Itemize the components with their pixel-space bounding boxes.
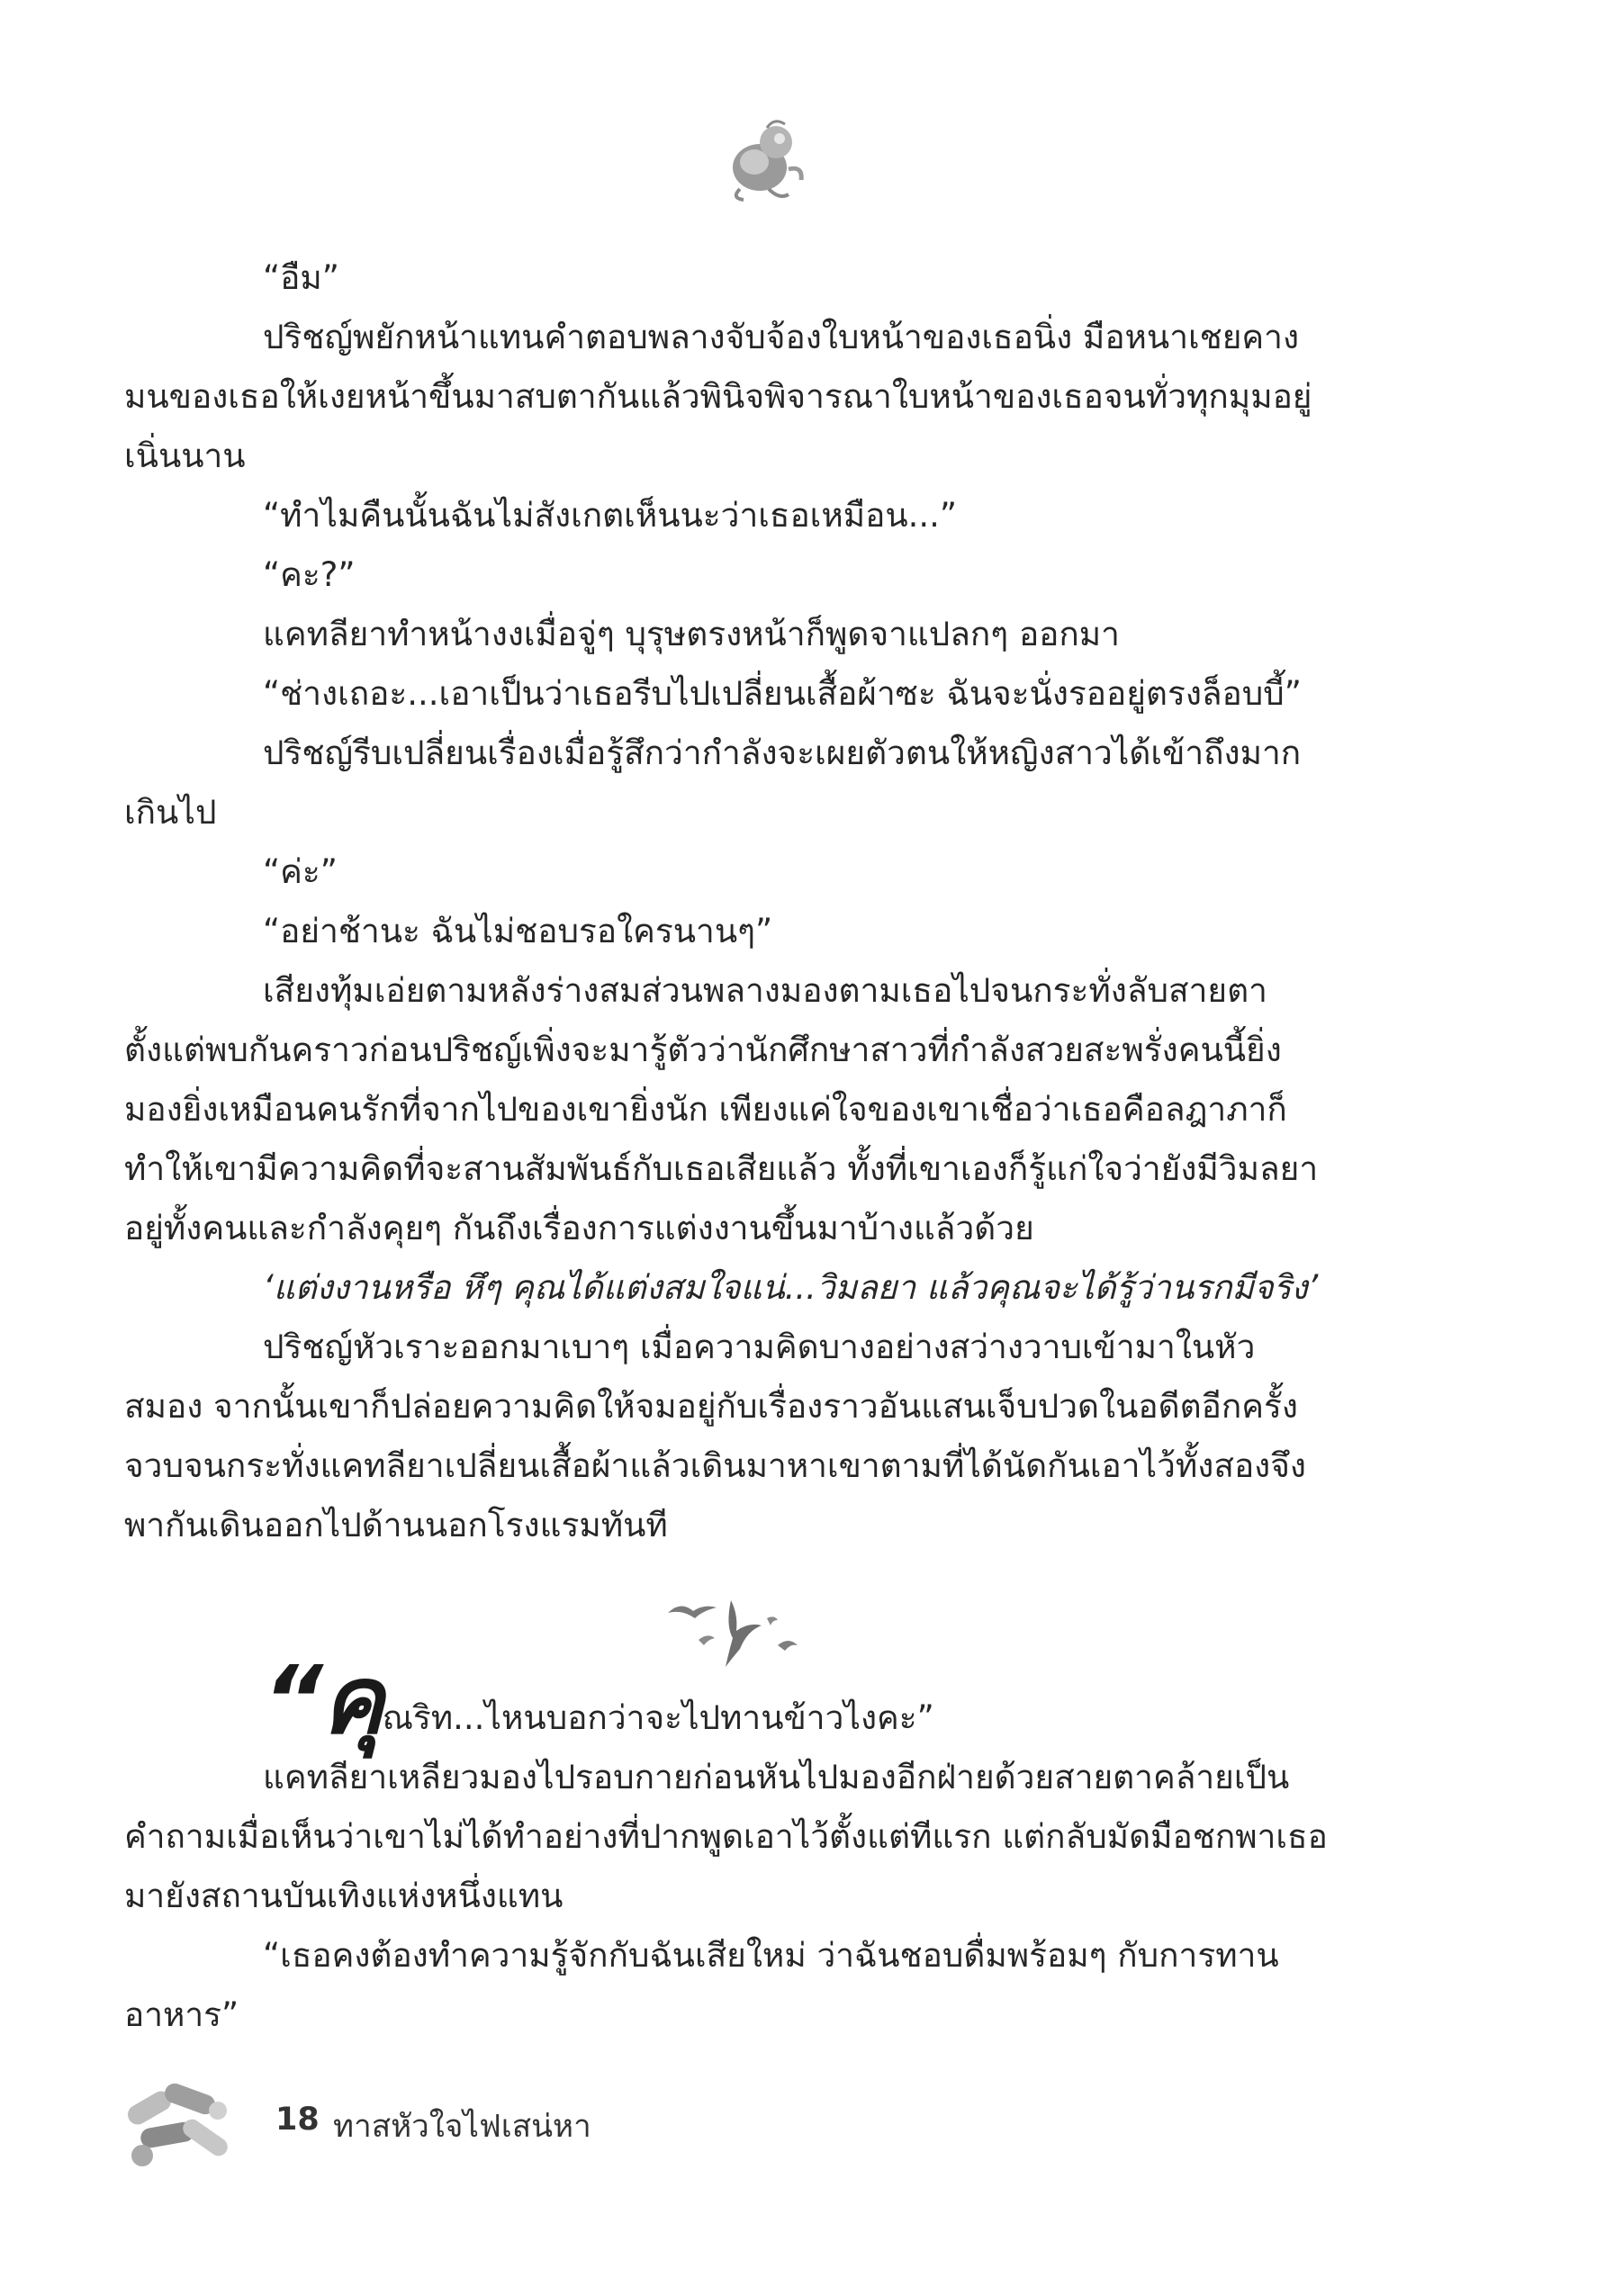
narrative-section-two: [124, 1645, 1330, 2045]
cartoon-ornament-icon: [713, 115, 812, 205]
paragraph: “ช่างเถอะ...เอาเป็นว่าเธอรีบไปเปลี่ยนเสื้อผ้าซะ ฉันจะนั่งรออยู่ตรงล็อบบี้”: [263, 674, 1302, 713]
page-number: 18: [275, 2102, 320, 2138]
italic-thought-paragraph: ‘แต่งงานหรือ หึๆ คุณได้แต่งสมใจแน่...วิมลยา แล้วคุณจะได้รู้ว่านรกมีจริง’: [263, 1268, 1319, 1307]
paragraph: “อืม”: [263, 258, 339, 297]
paragraph: “คะ?”: [263, 555, 356, 594]
dropcap-paragraph: [124, 1645, 1330, 1755]
book-title: ทาสหัวใจไฟเสน่หา: [333, 2109, 591, 2145]
page-footer: [117, 2075, 747, 2174]
narrative-section-one: [124, 248, 1330, 1555]
paragraph: แคทลียาเหลียวมองไปรอบกายก่อนหันไปมองอีกฝ่ายด้วยสายตาคล้ายเป็นคำถามเมื่อเห็นว่าเขาไม่ได้ทำอย่างที่ปากพูดเอาไว้ตั้งแต่ทีแรก แต่กลับมัดมือชกพาเธอมายังสถานบันเทิงแห่งหนึ่งแทน: [124, 1758, 1328, 1915]
dropcap-rest-text: ณริท...ไหนบอกว่าจะไปทานข้าวไงคะ”: [382, 1698, 934, 1737]
birds-icon: [663, 1591, 812, 1674]
paragraph: “อย่าช้านะ ฉันไม่ชอบรอใครนานๆ”: [263, 912, 773, 950]
paragraph: “ทำไมคืนนั้นฉันไม่สังเกตเห็นนะว่าเธอเหมือน...”: [263, 496, 958, 535]
paragraph: ปริชญ์รีบเปลี่ยนเรื่องเมื่อรู้สึกว่ากำลังจะเผยตัวตนให้หญิงสาวได้เข้าถึงมากเกินไป: [124, 734, 1302, 832]
dropcap-letter: คุ: [320, 1645, 383, 1755]
paragraph: ปริชญ์พยักหน้าแทนคำตอบพลางจับจ้องใบหน้าของเธอนิ่ง มือหนาเชยคางมนของเธอให้เงยหน้าขึ้นมาสบตากันแล้วพินิจพิจารณาใบหน้าของเธอจนทั่วทุกมุมอยู่เนิ่นนาน: [124, 318, 1312, 475]
pills-icon: [117, 2075, 243, 2174]
paragraph: “เธอคงต้องทำความรู้จักกับฉันเสียใหม่ ว่าฉันชอบดื่มพร้อมๆ กับการทานอาหาร”: [124, 1936, 1279, 2034]
paragraph: “ค่ะ”: [263, 852, 338, 891]
paragraph: ปริชญ์หัวเราะออกมาเบาๆ เมื่อความคิดบางอย่างสว่างวาบเข้ามาในหัวสมอง จากนั้นเขาก็ปล่อยความคิดให้จมอยู่กับเรื่องราวอันแสนเจ็บปวดในอดีตอีกครั้ง จวบจนกระทั่งแคทลียาเปลี่ยนเสื้อผ้าแล้วเดินมาหาเขาตามที่ได้นัดกันเอาไว้ทั้งสองจึงพากันเดินออกไปด้านนอกโรงแรมทันที: [124, 1328, 1306, 1544]
paragraph: แคทลียาทำหน้างงเมื่อจู่ๆ บุรุษตรงหน้าก็พูดจาแปลกๆ ออกมา: [263, 615, 1120, 653]
dropcap-quote: “: [263, 1645, 321, 1755]
paragraph: เสียงทุ้มเอ่ยตามหลังร่างสมส่วนพลางมองตามเธอไปจนกระทั่งลับสายตาตั้งแต่พบกันคราวก่อนปริชญ์เพิ่งจะมารู้ตัวว่านักศึกษาสาวที่กำลังสวยสะพรั่งคนนี้ยิ่งมองยิ่งเหมือนคนรักที่จากไปของเขายิ่งนัก เพียงแค่ใจของเขาเชื่อว่าเธอคือลฎาภาก็ทำให้เขามีความคิดที่จะสานสัมพันธ์กับเธอเสียแล้ว ทั้งที่เขาเองก็รู้แก่ใจว่ายังมีวิมลยาอยู่ทั้งคนและกำลังคุยๆ กันถึงเรื่องการแต่งงานขึ้นมาบ้างแล้วด้วย: [124, 971, 1319, 1247]
